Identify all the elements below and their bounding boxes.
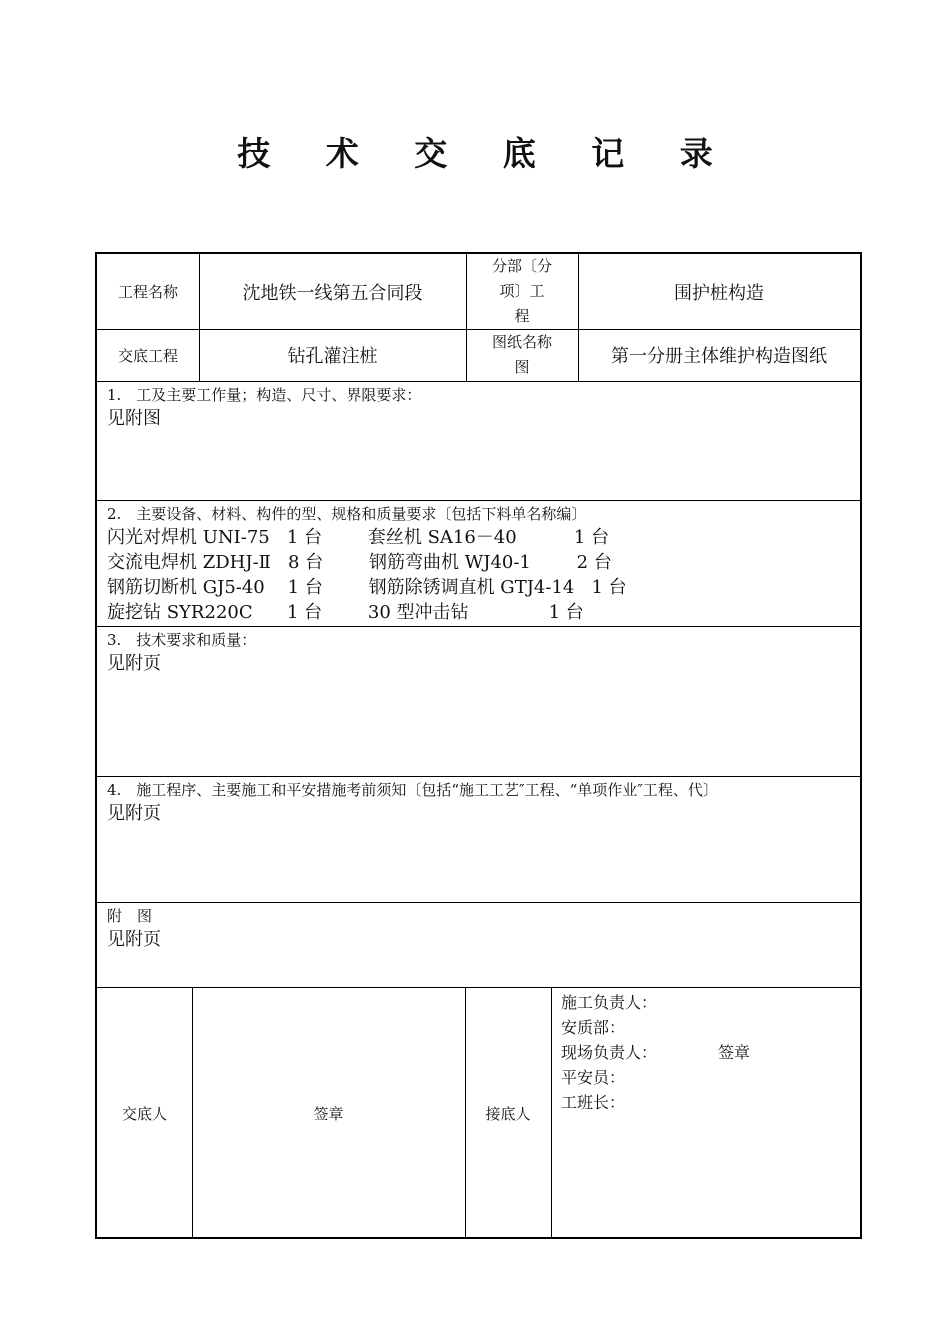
project-name-value: 沈地铁一线第五合同段 xyxy=(242,282,423,304)
receiver-line: 平安员： xyxy=(561,1068,626,1087)
disclosure-item-label: 交底工程 xyxy=(117,346,178,365)
column-divider xyxy=(551,987,552,1239)
row-divider xyxy=(97,776,860,777)
section-workload-body: 见附图 xyxy=(107,408,161,429)
section-equipment-heading: 2. 主要设备、材料、构件的型、规格和质量要求〔包括下料单名称编〕 xyxy=(107,505,587,523)
section-attachment-heading: 附 图 xyxy=(107,907,153,925)
section-quality xyxy=(107,629,852,676)
disclosure-item-value: 钻孔灌注桩 xyxy=(287,346,378,367)
drawing-name-value: 第一分册主体维护构造图纸 xyxy=(611,346,827,367)
section-attachment-body: 见附页 xyxy=(107,929,161,950)
section-equipment xyxy=(107,503,852,625)
section-procedure-heading: 4. 施工程序、主要施工和平安措施考前须知〔包括“施工工艺″工程、“单项作业″工程、代〕 xyxy=(107,781,718,799)
receiver-line: 现场负责人： 签章 xyxy=(561,1043,751,1062)
row-divider xyxy=(97,381,860,382)
sub-project-label: 分部〔分 项〕工 程 xyxy=(491,257,552,325)
row-divider xyxy=(97,500,860,501)
section-attachment xyxy=(107,905,852,952)
disclosure-form-table xyxy=(95,252,862,1239)
receiver-line: 工班长： xyxy=(561,1093,626,1112)
section-procedure-body: 见附页 xyxy=(107,803,161,824)
section-procedure xyxy=(107,779,852,826)
section-workload-heading: 1. 工及主要工作量；构造、尺寸、界限要求： xyxy=(107,386,422,404)
discloser-label: 交底人 xyxy=(121,1104,167,1123)
equipment-row: 交流电焊机 ZDHJ-Ⅱ 8 台 钢筋弯曲机 WJ40-1 2 台 xyxy=(107,552,612,573)
section-quality-body: 见附页 xyxy=(107,653,161,674)
section-quality-heading: 3. 技术要求和质量： xyxy=(107,631,257,649)
drawing-name-label: 图纸名称 图 xyxy=(491,333,552,376)
document-title: 技 术 交 底 记 录 xyxy=(237,134,735,173)
row-divider xyxy=(97,902,860,903)
receiver-line: 安质部： xyxy=(561,1018,626,1037)
equipment-row: 闪光对焊机 UNI-75 1 台 套丝机 SA16－40 1 台 xyxy=(107,527,610,548)
receiver-label: 接底人 xyxy=(485,1104,531,1123)
sub-project-value: 围护桩构造 xyxy=(674,282,764,304)
receiver-list xyxy=(561,990,750,1115)
project-name-label: 工程名称 xyxy=(117,283,178,301)
equipment-row: 钢筋切断机 GJ5-40 1 台 钢筋除锈调直机 GTJ4-14 1 台 xyxy=(107,577,627,598)
section-workload xyxy=(107,384,852,431)
discloser-signature: 签章 xyxy=(313,1104,344,1123)
row-divider xyxy=(97,626,860,627)
equipment-row: 旋挖钻 SYR220C 1 台 30 型冲击钻 1 台 xyxy=(107,602,584,623)
receiver-line: 施工负责人： xyxy=(561,993,658,1012)
